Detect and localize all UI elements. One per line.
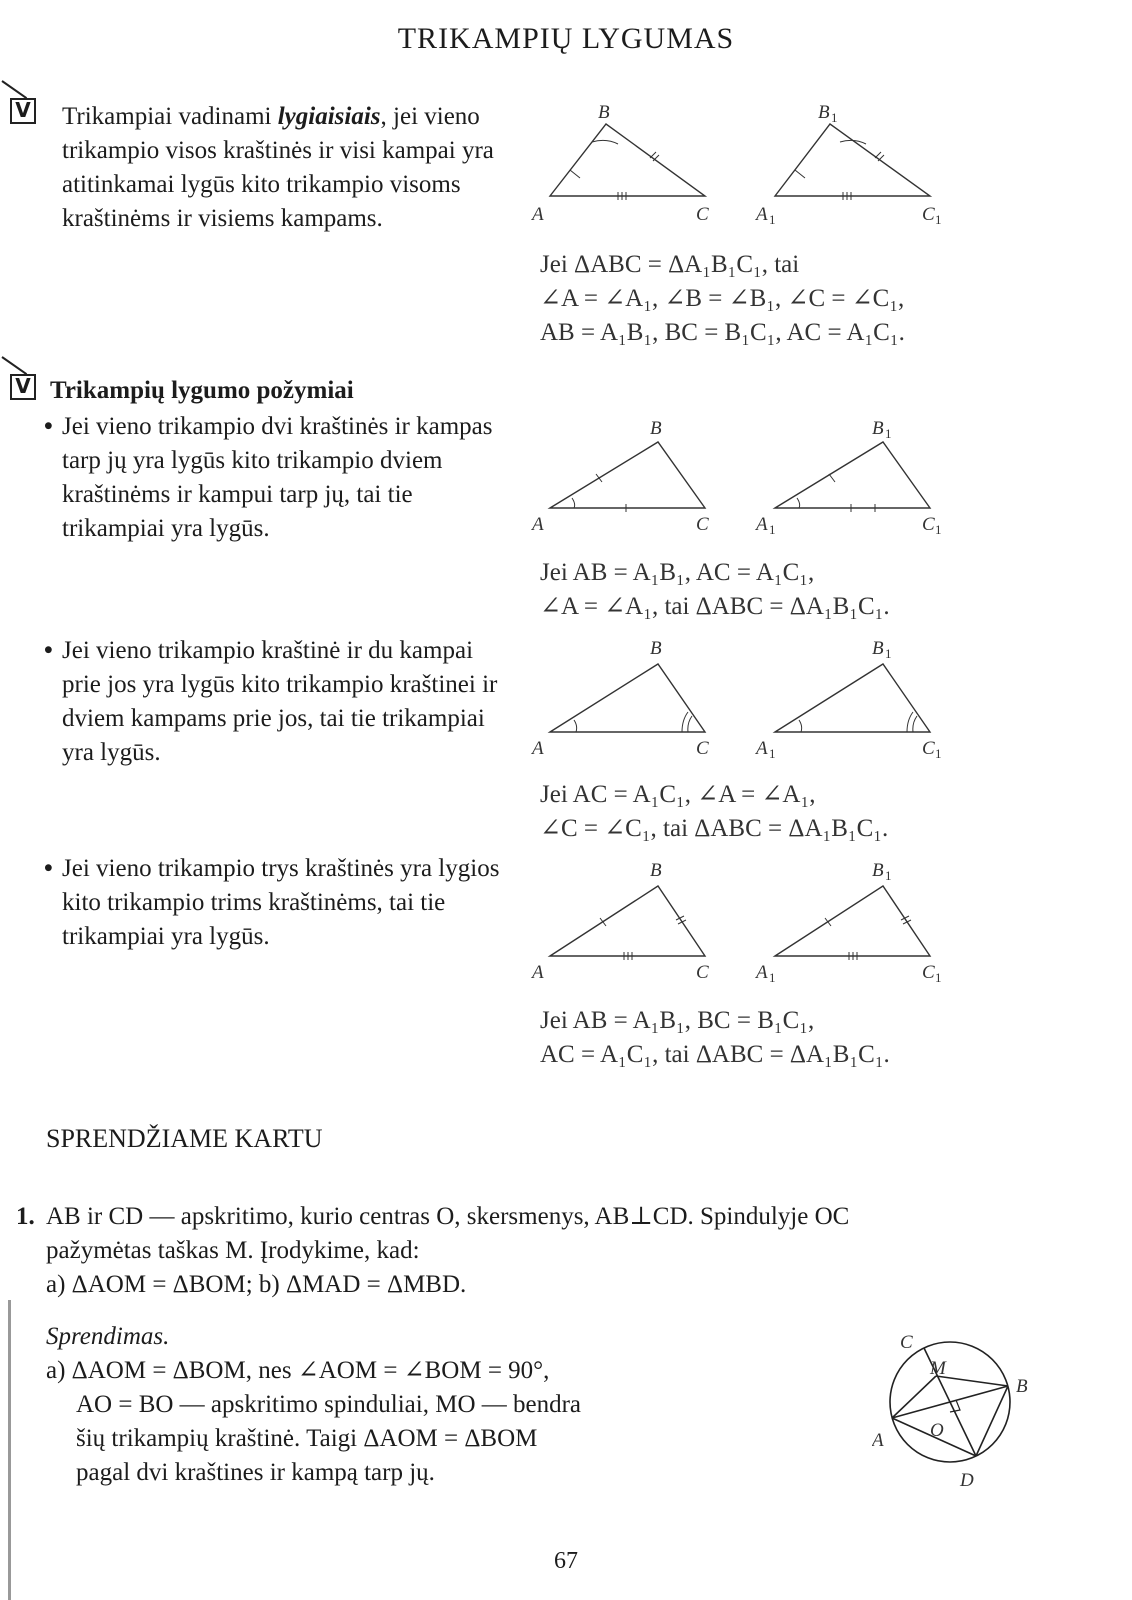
vertex-label-c1: C: [922, 204, 935, 225]
circle-label-m: M: [930, 1358, 946, 1379]
problem-line-2: pažymėtas taškas M. Įrodykime, kad:: [46, 1237, 420, 1264]
triangles-sss-figure: [530, 860, 990, 990]
vertex-label-c1-sub: 1: [935, 970, 942, 985]
vertex-label-b1-sub: 1: [885, 868, 892, 883]
criterion-1-math-2: ∠A = ∠A₁, tai ΔABC = ΔA₁B₁C₁.: [540, 593, 890, 620]
criterion-1-math-1: Jei AB = A₁B₁, AC = A₁C₁,: [540, 559, 815, 586]
vertex-label-c: C: [696, 514, 709, 535]
vertex-label-b: B: [650, 418, 662, 439]
vertex-label-b: B: [598, 102, 610, 123]
check-icon: V: [10, 374, 36, 400]
definition-text: [62, 100, 510, 236]
criterion-1-text: Jei vieno trikampio dvi kraštinės ir kampas tarp jų yra lygūs kito trikampio dviem kraštinėms ir kampui tarp jų, tai tie trikampiai yra lygūs.: [62, 413, 493, 542]
triangles-sas-figure: [530, 412, 990, 542]
check-icon: V: [10, 98, 36, 124]
bullet-icon: •: [44, 637, 53, 664]
definition-math-3: AB = A₁B₁, BC = B₁C₁, AC = A₁C₁.: [540, 319, 905, 346]
segment-bm: [936, 1376, 1008, 1386]
circle-label-a: A: [872, 1430, 884, 1451]
circle-label-c: C: [900, 1332, 913, 1353]
triangle-a1b1c1: [775, 124, 930, 196]
vertex-label-c: C: [696, 962, 709, 983]
vertex-label-b1: B: [872, 418, 884, 439]
check-mark-stroke: [1, 356, 27, 375]
vertex-label-c1: C: [922, 514, 935, 535]
vertex-label-a1: A: [756, 738, 768, 759]
vertex-label-b1-sub: 1: [885, 646, 892, 661]
circle-label-b: B: [1016, 1376, 1028, 1397]
vertex-label-a1: A: [756, 962, 768, 983]
vertex-label-b: B: [650, 638, 662, 659]
definition-term: lygiaisiais: [277, 103, 381, 130]
vertex-label-a1: A: [756, 204, 768, 225]
vertex-label-c1: C: [922, 738, 935, 759]
solution-line-3: šių trikampių kraštinė. Taigi ΔAOM = ΔBOM: [76, 1425, 538, 1452]
triangles-definition-figure: [530, 100, 990, 230]
vertex-label-a1: A: [756, 514, 768, 535]
circle-figure: [872, 1308, 1032, 1508]
criterion-3-math-1: Jei AB = A₁B₁, BC = B₁C₁,: [540, 1007, 815, 1034]
vertex-label-b1: B: [872, 638, 884, 659]
criterion-3-text: Jei vieno trikampio trys kraštinės yra lygios kito trikampio trims kraštinėms, tai tie trikampiai yra lygūs.: [62, 855, 500, 950]
vertex-label-b1: B: [872, 860, 884, 881]
vertex-label-a1-sub: 1: [769, 746, 776, 761]
criterion-2-math-2: ∠C = ∠C₁, tai ΔABC = ΔA₁B₁C₁.: [540, 815, 889, 842]
vertex-label-b1-sub: 1: [885, 426, 892, 441]
criterion-3-math-2: AC = A₁C₁, tai ΔABC = ΔA₁B₁C₁.: [540, 1041, 890, 1068]
problem-line-1: AB ir CD — apskritimo, kurio centras O, skersmenys, AB⊥CD. Spindulyje OC: [46, 1203, 850, 1230]
vertex-label-c1-sub: 1: [935, 522, 942, 537]
triangles-asa-figure: [530, 636, 990, 766]
criterion-2-text: Jei vieno trikampio kraštinė ir du kampai prie jos yra lygūs kito trikampio kraštinei ir dviem kampams prie jos, tai tie trikampiai yra lygūs.: [62, 637, 498, 766]
vertex-label-b1: B: [818, 102, 830, 123]
vertex-label-a: A: [532, 514, 544, 535]
definition-math-1: Jei ΔABC = ΔA₁B₁C₁, tai: [540, 251, 800, 278]
vertex-label-b: B: [650, 860, 662, 881]
vertex-label-c1: C: [922, 962, 935, 983]
bullet-icon: •: [44, 855, 53, 882]
vertex-label-a1-sub: 1: [769, 970, 776, 985]
vertex-label-a: A: [532, 204, 544, 225]
problem-line-3: a) ΔAOM = ΔBOM; b) ΔMAD = ΔMBD.: [46, 1271, 467, 1298]
page-title: TRIKAMPIŲ LYGUMAS: [397, 22, 735, 55]
circle-label-o: O: [930, 1420, 944, 1441]
vertex-label-a1-sub: 1: [769, 522, 776, 537]
circle-label-d: D: [960, 1470, 974, 1491]
definition-math-2: ∠A = ∠A₁, ∠B = ∠B₁, ∠C = ∠C₁,: [540, 285, 905, 312]
definition-text-before: Trikampiai vadinami: [62, 103, 278, 130]
solution-label: Sprendimas.: [46, 1323, 170, 1350]
criterion-2-math-1: Jei AC = A₁C₁, ∠A = ∠A₁,: [540, 781, 816, 808]
vertex-label-a: A: [532, 962, 544, 983]
vertex-label-a: A: [532, 738, 544, 759]
problem-number: 1.: [16, 1203, 35, 1230]
vertex-label-c: C: [696, 204, 709, 225]
solution-line-2: AO = BO — apskritimo spinduliai, MO — bendra: [76, 1391, 582, 1418]
solution-line-1: a) ΔAOM = ΔBOM, nes ∠AOM = ∠BOM = 90°,: [46, 1357, 550, 1384]
solve-heading: SPRENDŽIAME KARTU: [46, 1124, 323, 1153]
vertex-label-b1-sub: 1: [831, 110, 838, 125]
definition-text-after: , jei vieno trikampio visos kraštinės ir visi kampai yra atitinkamai lygūs kito trikampio visoms kraštinėms ir visiems kampams.: [62, 103, 494, 232]
vertex-label-c: C: [696, 738, 709, 759]
page-number: 67: [554, 1548, 578, 1574]
vertex-label-a1-sub: 1: [769, 212, 776, 227]
triangle-abc: [550, 124, 705, 196]
vertex-label-c1-sub: 1: [935, 212, 942, 227]
check-mark-stroke: [1, 80, 27, 99]
solution-line-4: pagal dvi kraštines ir kampą tarp jų.: [76, 1459, 435, 1486]
bullet-icon: •: [44, 413, 53, 440]
criteria-heading: Trikampių lygumo požymiai: [50, 377, 354, 404]
vertex-label-c1-sub: 1: [935, 746, 942, 761]
